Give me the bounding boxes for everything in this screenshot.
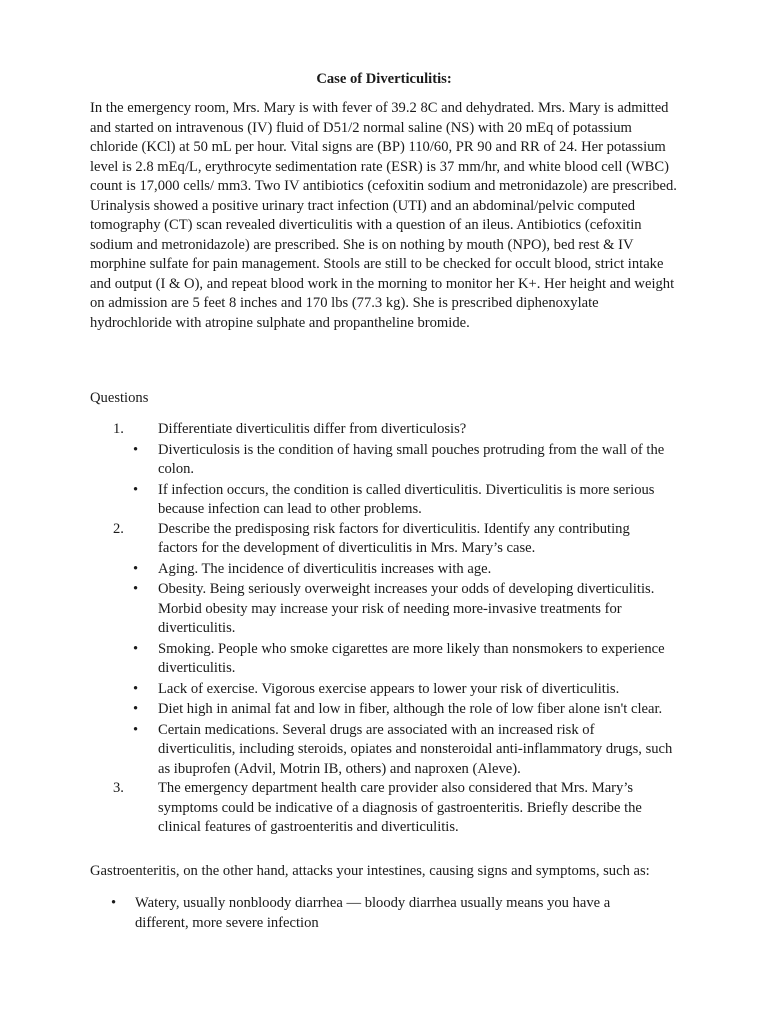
bullet-text: Certain medications. Several drugs are associated with an increased risk of diverticulitis, including steroids, opiates and nonsteroidal anti-inflammatory drugs, such as ibuprofen (Advil, Motrin IB, others) and naproxen (Aleve). [158,721,673,777]
bullet-icon: • [133,581,139,597]
bullet-text: Smoking. People who smoke cigarettes are more likely than nonsmokers to experience diverticulitis. [158,640,665,676]
bullet-text: Obesity. Being seriously overweight increases your odds of developing diverticulitis. Morbid obesity may increase your risk of needing more-invasive treatments for diverticulitis. [158,581,655,636]
question-number: 1. [113,421,124,437]
bullet-text: Aging. The incidence of diverticulitis increases with age. [158,560,492,577]
list-item [0,560,673,580]
list-item [0,680,673,700]
answer-bullets [0,441,768,520]
bullet-icon: • [133,680,139,697]
answer-bullets [0,560,768,780]
case-description: In the emergency room, Mrs. Mary is with fever of 39.2 8C and dehydrated. Mrs. Mary is admitted and started on intravenous (IV) fluid of D51/2 normal saline (NS) with 20 mEq of potassium chloride (KCl) at 50 mL per hour. Vital signs are (BP) 110/60, PR 90 and RR of 24. Her potassium level is 2.8 mEq/L, erythrocyte sedimentation rate (ESR) is 37 mm/hr, and white blood cell (WBC) count is 17,000 cells/ mm3. Two IV antibiotics (cefoxitin sodium and metronidazole) are prescribed. Urinalysis showed a positive urinary tract infection (UTI) and an abdominal/pelvic computed tomography (CT) scan revealed diverticulitis with a question of an ileus. Antibiotics (cefoxitin sodium and metronidazole) are prescribed. She is on nothing by mouth (NPO), bed rest & IV morphine sulfate for pain management. Stools are still to be checked for occult blood, strict intake and output (I & O), and repeat blood work in the morning to monitor her K+. Her height and weight on admission are 5 feet 8 inches and 170 lbs (77.3 kg). She is prescribed diphenoxylate hydrochloride with atropine sulphate and propantheline bromide. [90,100,677,331]
list-item [0,481,673,520]
bullet-text: Diet high in animal fat and low in fiber, although the role of low fiber alone isn't clear. [158,701,663,717]
bullet-text: If infection occurs, the condition is called diverticulitis. Diverticulitis is more serious because infection can lead to other problems. [158,481,655,517]
bullet-icon: • [133,640,139,657]
question-text: Describe the predisposing risk factors for diverticulitis. Identify any contributing factors for the development of diverticulitis in Mrs. Mary’s case. [158,520,630,556]
bullet-icon: • [133,721,139,738]
question-text: The emergency department health care provider also considered that Mrs. Mary’s symptoms could be indicative of a diagnosis of gastroenteritis. Briefly describe the clinical features of gastroenteritis and diverticulitis. [158,780,642,835]
question-item [0,420,673,440]
list-item [0,441,673,480]
list-item [0,894,635,933]
bullet-icon: • [133,441,139,458]
question-item [0,520,673,559]
list-item [0,700,673,720]
questions-list [0,420,768,838]
question-item [0,779,673,838]
bullet-icon: • [133,560,139,577]
document-title: Case of Diverticulitis: [316,71,452,87]
list-item [0,721,673,780]
bullet-icon: • [133,701,139,717]
list-item [0,640,673,679]
questions-heading: Questions [90,390,149,406]
list-item [0,580,673,639]
bullet-text: Diverticulosis is the condition of having small pouches protruding from the wall of the colon. [158,441,665,477]
gastroenteritis-intro: Gastroenteritis, on the other hand, attacks your intestines, causing signs and symptoms, such as: [90,863,650,879]
gastroenteritis-bullets [0,893,768,933]
bullet-icon: • [111,895,117,911]
question-number: 2. [113,520,124,537]
question-number: 3. [113,780,124,796]
bullet-text: Watery, usually nonbloody diarrhea — bloody diarrhea usually means you have a different, more severe infection [135,895,611,931]
bullet-icon: • [133,481,139,498]
question-text: Differentiate diverticulitis differ from diverticulosis? [158,421,467,437]
bullet-text: Lack of exercise. Vigorous exercise appears to lower your risk of diverticulitis. [158,680,620,697]
